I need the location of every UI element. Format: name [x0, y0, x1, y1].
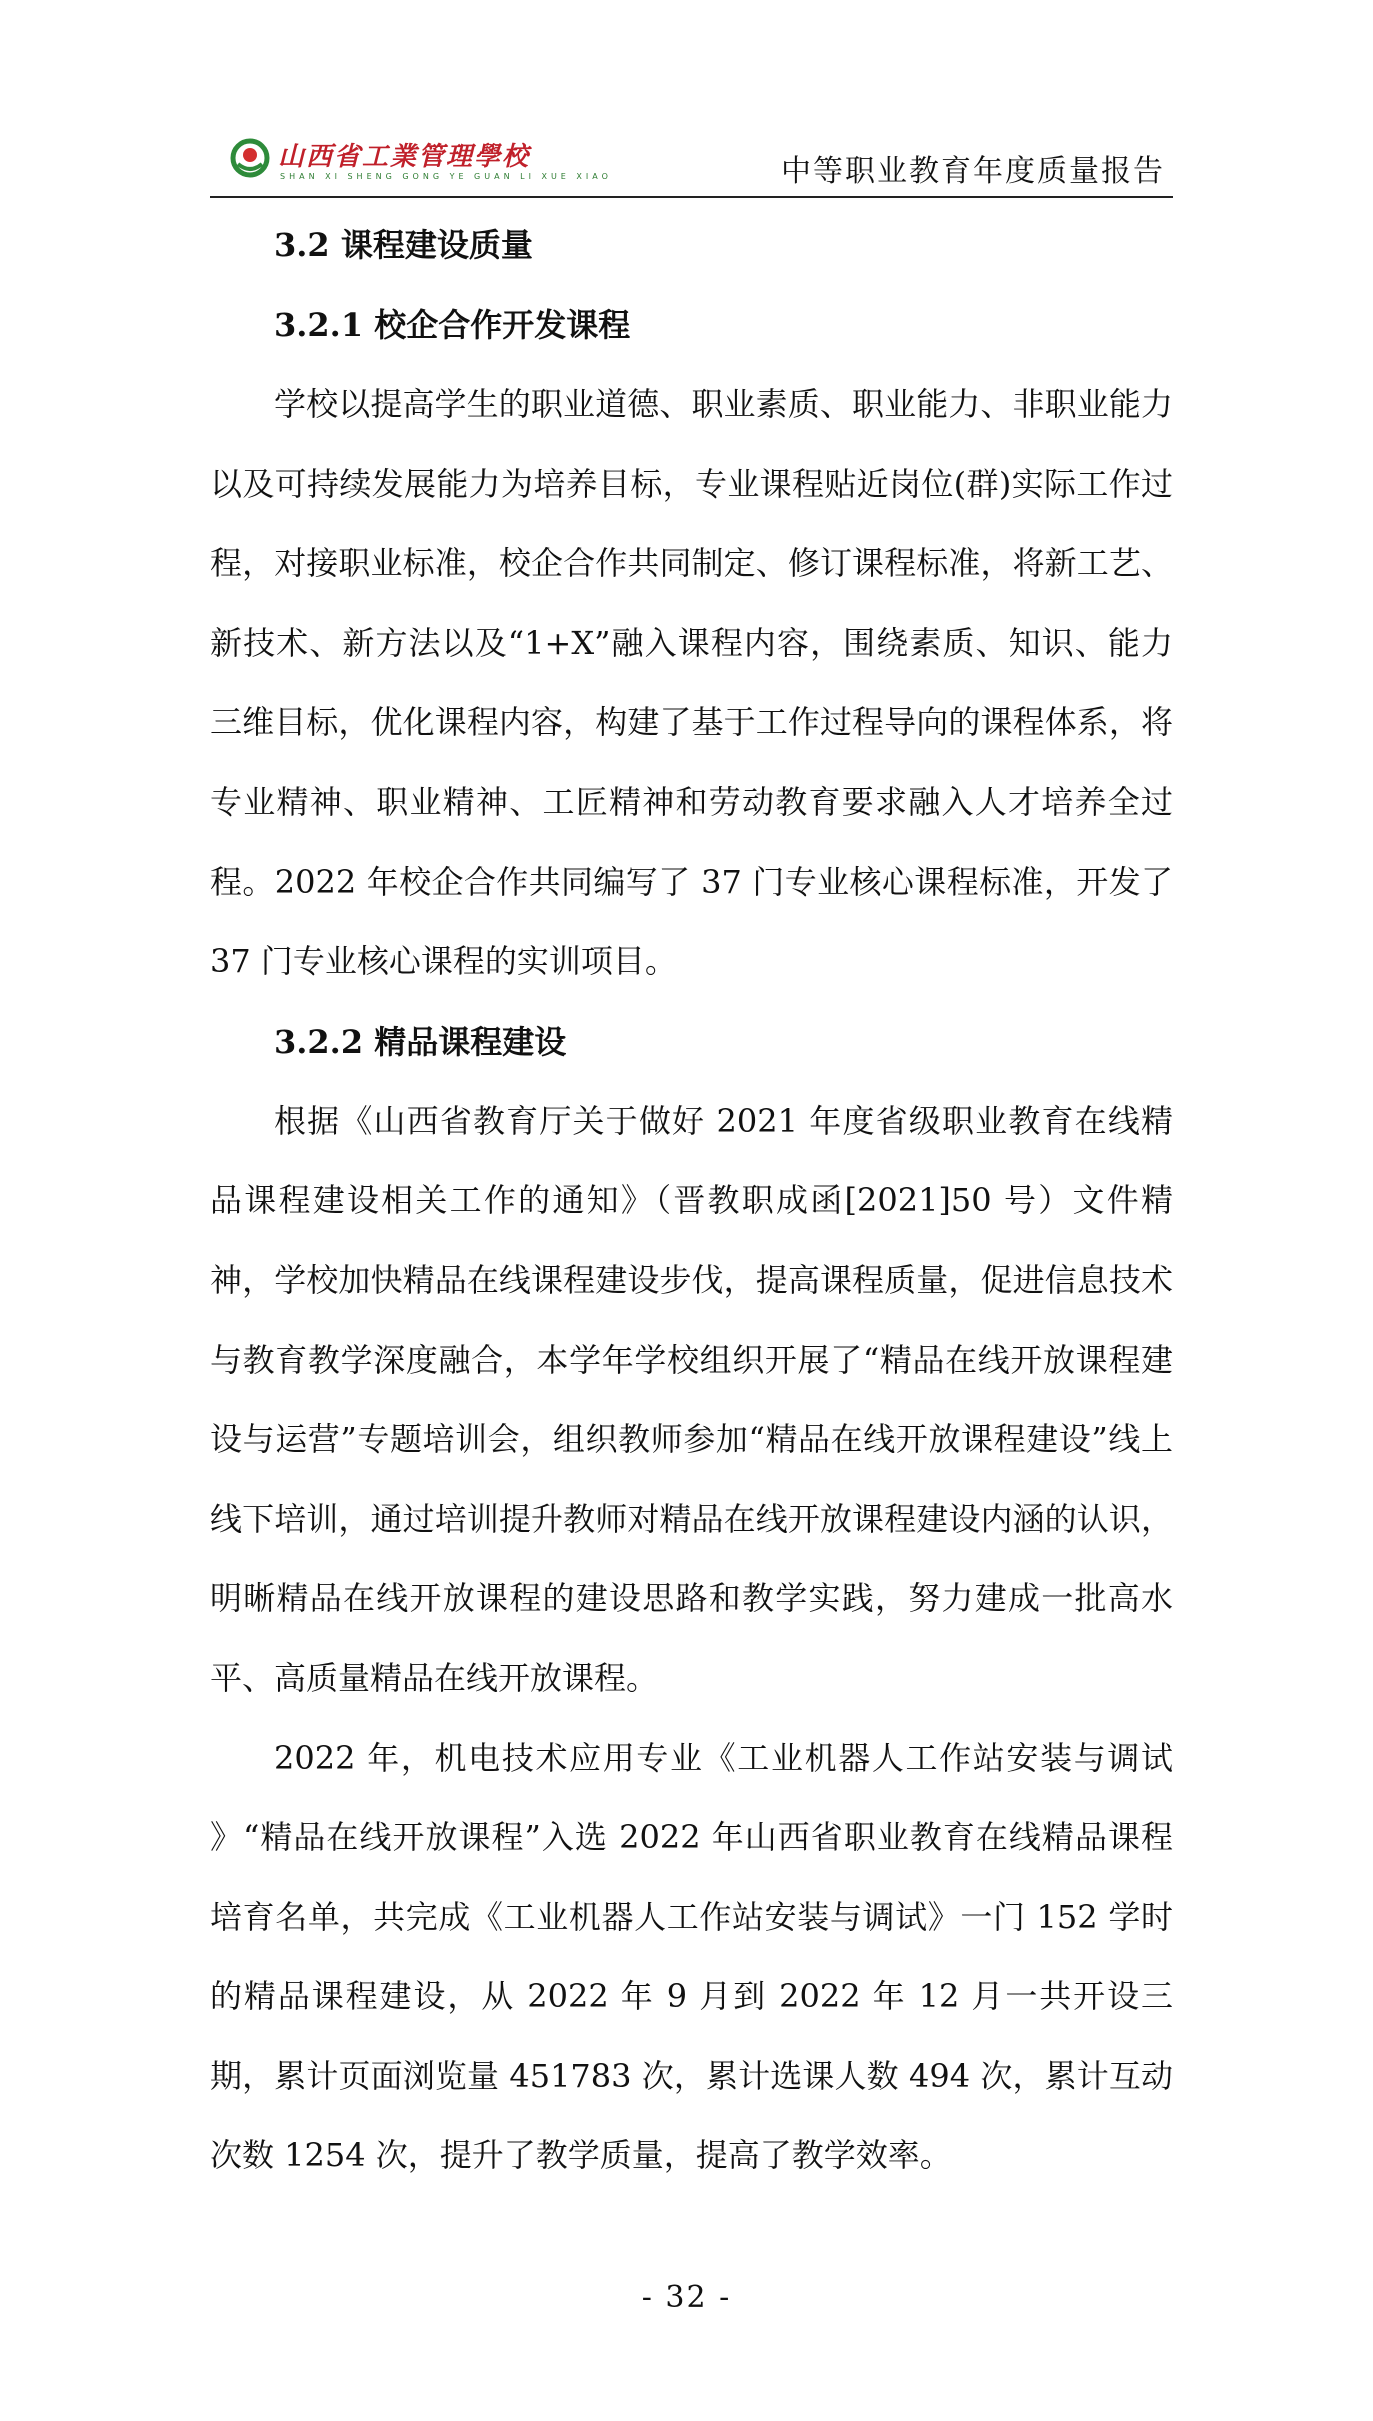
- school-emblem-icon: [230, 138, 270, 178]
- paragraph-school-enterprise: 学校以提高学生的职业道德、职业素质、职业能力、非职业能力以及可持续发展能力为培养目标，专业课程贴近岗位(群)实际工作过程，对接职业标准，校企合作共同制定、修订课程标准，将新工艺、新技术、新方法以及“1+X”融入课程内容，围绕素质、知识、能力三维目标，优化课程内容，构建了基于工作过程导向的课程体系，将专业精神、职业精神、工匠精神和劳动教育要求融入人才培养全过程。2022 年校企合作共同编写了 37 门专业核心课程标准，开发了 37 门专业核心课程的实训项目。: [210, 385, 1173, 981]
- subsection-heading-1: 3.2.1 校企合作开发课程: [274, 306, 631, 344]
- page-header: [210, 128, 1173, 198]
- subsection-heading-2: 3.2.2 精品课程建设: [274, 1022, 567, 1061]
- section-heading: 3.2 课程建设质量: [274, 226, 533, 264]
- page-content: [210, 205, 1173, 2196]
- paragraph-quality-course-1: 根据《山西省教育厅关于做好 2021 年度省级职业教育在线精品课程建设相关工作的通知》（晋教职成函[2021]50 号）文件精神，学校加快精品在线课程建设步伐，提高课程质量，促进信息技术与教育教学深度融合，本学年学校组织开展了“精品在线开放课程建设与运营”专题培训会，组织教师参加“精品在线开放课程建设”线上线下培训，通过培训提升教师对精品在线开放课程建设内涵的认识，明晰精品在线开放课程的建设思路和教学实践，努力建成一批高水平、高质量精品在线开放课程。: [210, 1101, 1173, 1697]
- paragraph-quality-course-2: 2022 年，机电技术应用专业《工业机器人工作站安装与调试 》“精品在线开放课程”入选 2022 年山西省职业教育在线精品课程培育名单，共完成《工业机器人工作站安装与调试》一门 152 学时的精品课程建设，从 2022 年 9 月到 2022 年 12 月一共开设三期，累计页面浏览量 451783 次，累计选课人数 494 次，累计互动次数 1254 次，提升了教学质量，提高了教学效率。: [210, 1738, 1173, 2175]
- page-number: - 32 -: [641, 2280, 732, 2315]
- logo-school-name: 山西省工業管理學校: [278, 142, 531, 172]
- header-divider: [210, 196, 1173, 198]
- school-logo: [230, 134, 612, 190]
- logo-school-pinyin: SHAN XI SHENG GONG YE GUAN LI XUE XIAO: [280, 172, 612, 181]
- report-title: 中等职业教育年度质量报告: [781, 154, 1165, 189]
